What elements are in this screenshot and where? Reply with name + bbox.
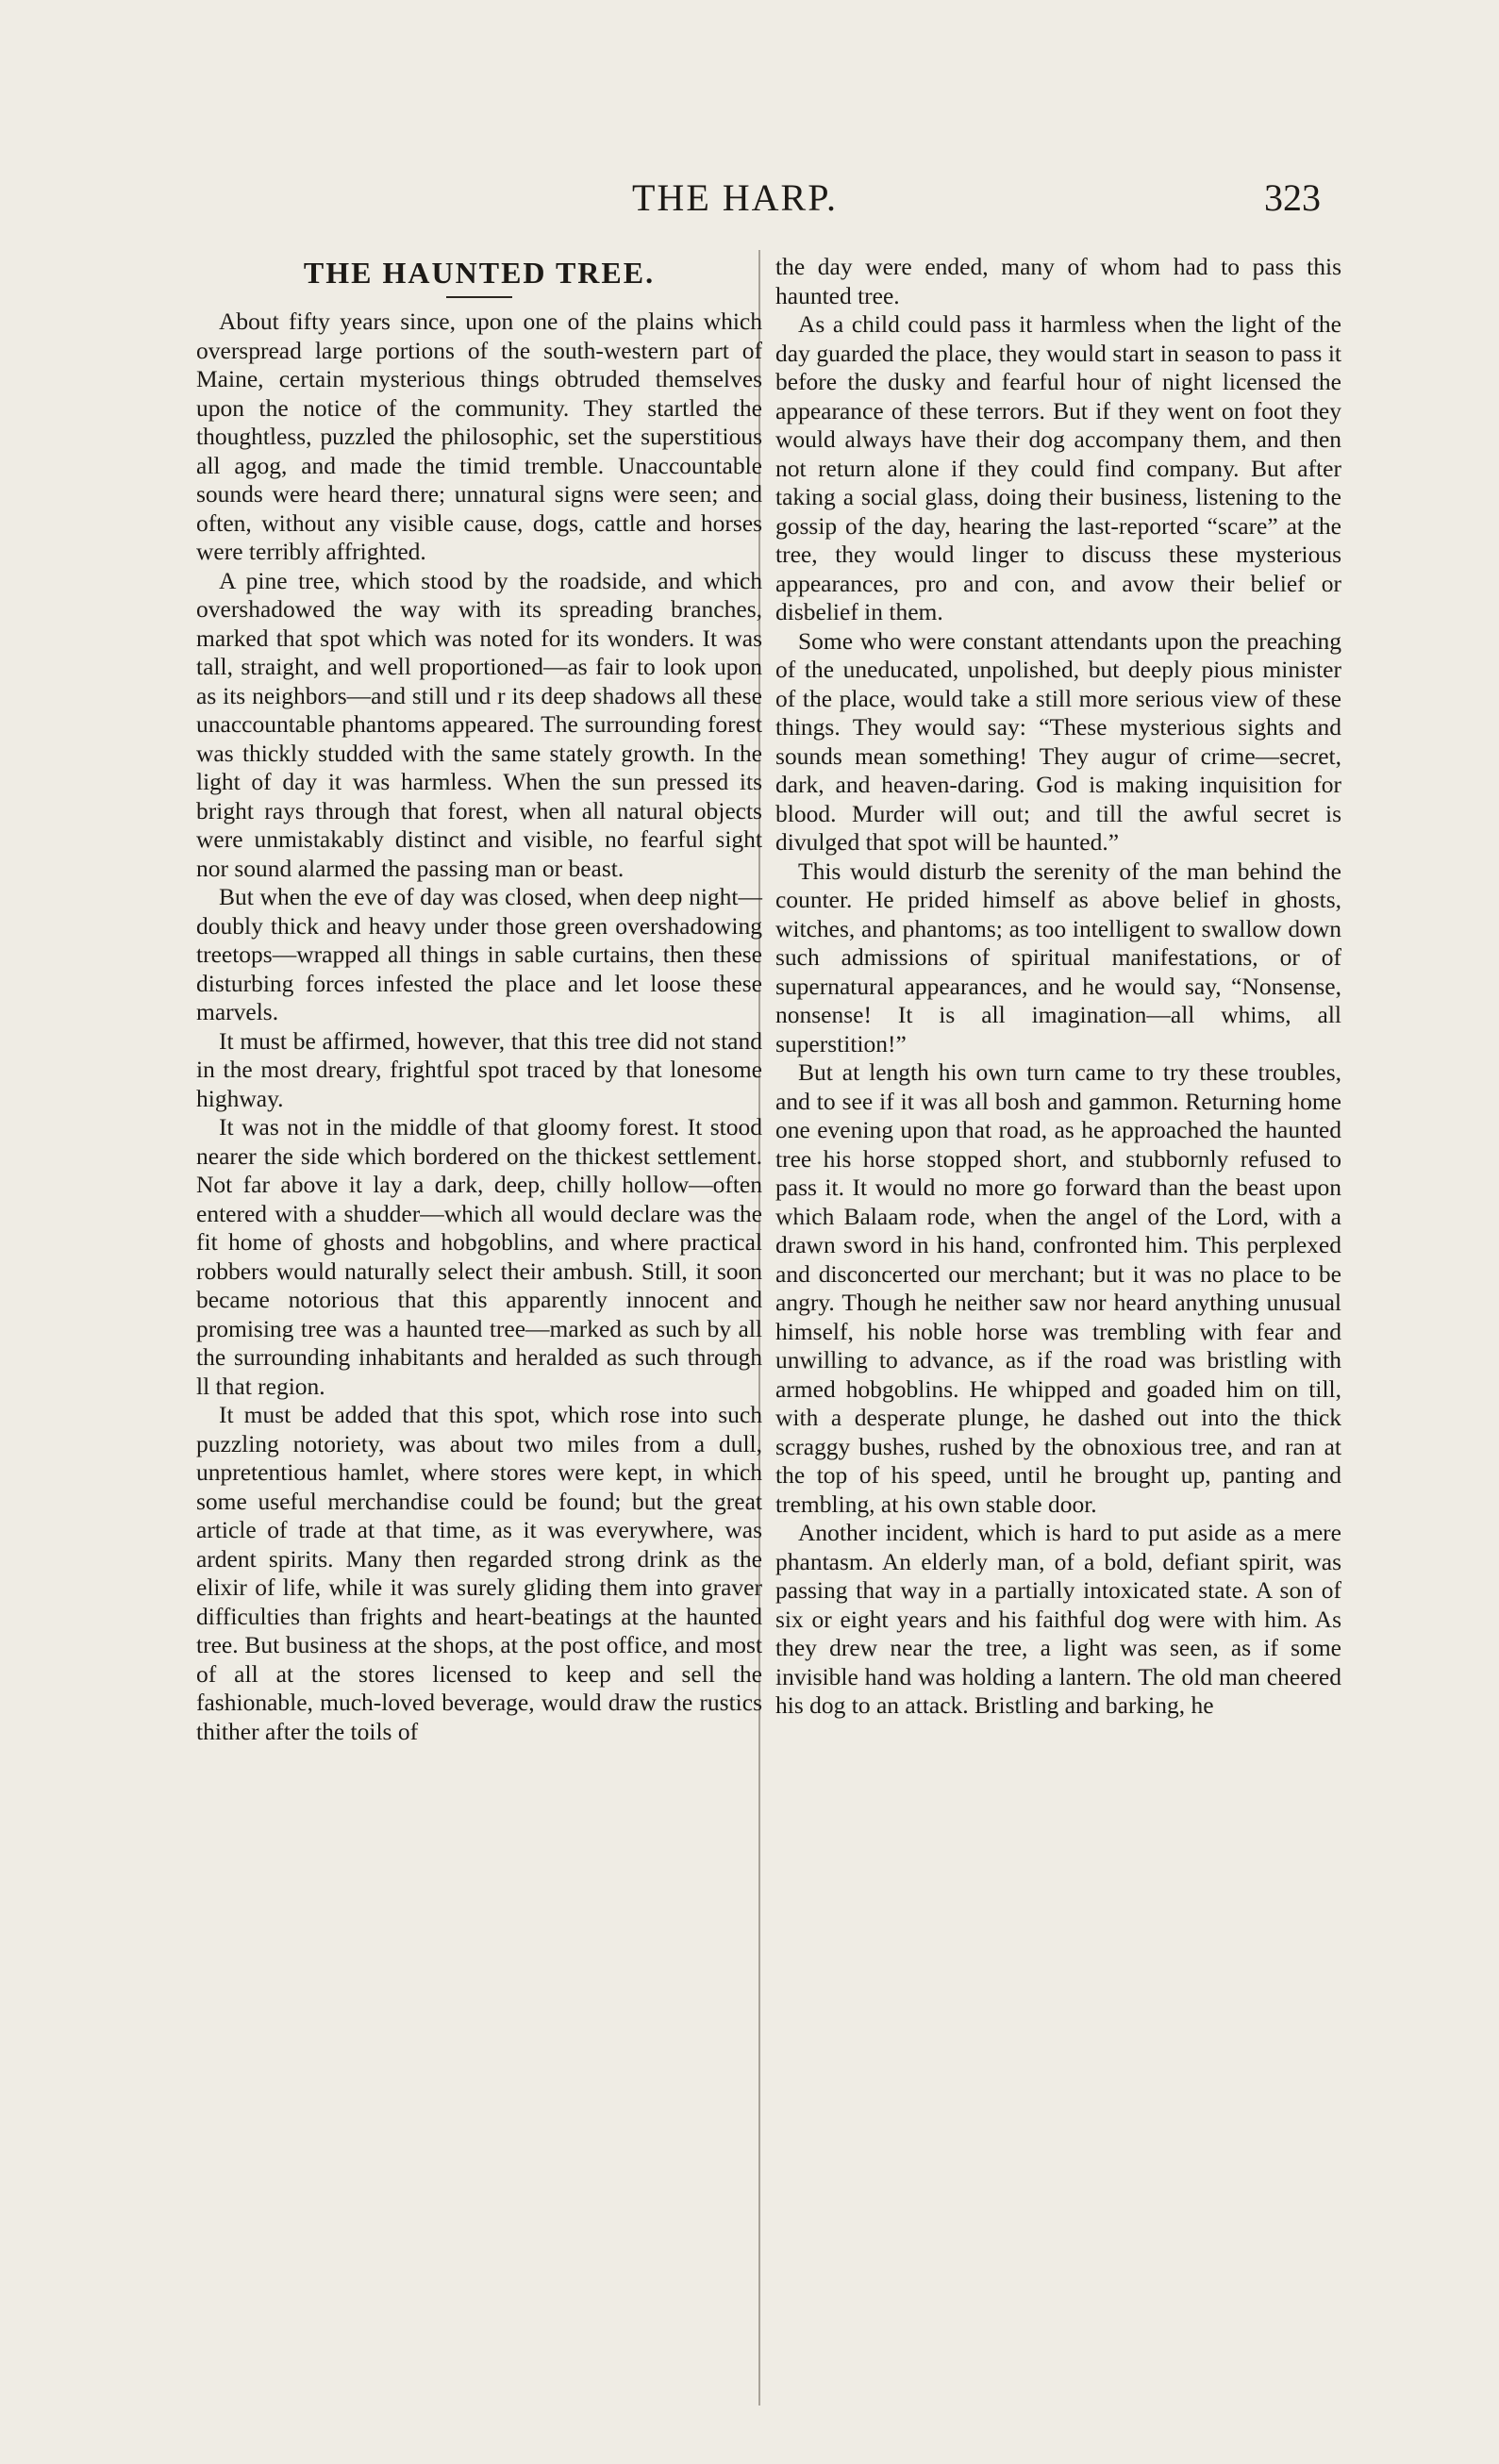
running-title: THE HARP. [632,176,839,219]
paragraph: But when the eve of day was closed, when deep night—doubly thick and heavy under those green overshadowing treetops—wrapped all things in sable curtains, then these disturbing forces infested the place and let loose these marvels. [196,883,762,1025]
title-rule [446,296,512,298]
paragraph: Some who were constant attendants upon the preaching of the uneducated, unpolished, but deeply pious minister of the place, would take a still more serious view of these things. They would say: “These mysterious sights and sounds mean something! They augur of crime—secret, dark, and heaven-daring. God is making inquisition for blood. Murder will out; and till the awful secret is divulged that spot will be haunted.” [775,626,1341,856]
right-column [775,253,1341,1721]
paragraph-continuation: the day were ended, many of whom had to pass this haunted tree. [775,253,1341,309]
left-column [196,253,762,1746]
paragraph: As a child could pass it harmless when the light of the day guarded the place, they would start in season to pass it before the dusky and fearful hour of night licensed the appearance of these terrors. But if they went on foot they would always have their dog accompany them, and then not return alone if they could find company. But after taking a social glass, doing their business, listening to the gossip of the day, hearing the last-reported “scare” at the tree, they would linger to discuss these mysterious appearances, pro and con, and avow their belief or disbelief in them. [775,310,1341,625]
article-title: THE HAUNTED TREE. [303,256,656,290]
paragraph: About fifty years since, upon one of the plains which overspread large portions of the south-western part of Maine, certain mysterious things obtruded themselves upon the notice of the community. They startled the thoughtless, puzzled the philosophic, set the superstitious all agog, and made the timid tremble. Unaccountable sounds were heard there; unnatural signs were seen; and often, without any visible cause, dogs, cattle and horses were terribly affrighted. [196,308,762,565]
running-head [189,175,1321,223]
paragraph: Another incident, which is hard to put aside as a mere phantasm. An elderly man, of a bold, defiant spirit, was passing that way in a partially intoxicated state. A son of six or eight years and his faithful dog were with him. As they drew near the tree, a light was seen, as if some invisible hand was holding a lantern. The old man cheered his dog to an attack. Bristling and barking, he [775,1519,1341,1719]
paragraph: A pine tree, which stood by the roadside, and which overshadowed the way with its spreading branches, marked that spot which was noted for its wonders. It was tall, straight, and well proportioned—as fair to look upon as its neighbors—and still und r its deep shadows all these unaccountable phantoms appeared. The surrounding forest was thickly studded with the same stately growth. In the light of day it was harmless. When the sun pressed its bright rays through that forest, when all natural objects were unmistakably distinct and visible, no fearful sight nor sound alarmed the passing man or beast. [196,566,762,882]
paragraph: This would disturb the serenity of the man behind the counter. He prided himself as above belief in ghosts, witches, and phantoms; as too intelligent to swallow down such admissions of spiritual manifestations, or of supernatural appearances, and he would say, “Nonsense, nonsense! It is all imagination—all whims, all superstition!” [775,857,1341,1057]
paragraph: It must be affirmed, however, that this tree did not stand in the most dreary, frightful spot traced by that lonesome highway. [196,1026,762,1112]
paragraph: It must be added that this spot, which rose into such puzzling notoriety, was about two miles from a dull, unpretentious hamlet, where stores were kept, in which some useful merchandise could be found; but the great article of trade at that time, as it was everywhere, was ardent spirits. Many then regarded strong drink as the elixir of life, while it was surely gliding them into graver difficulties than frights and heart-beatings at the haunted tree. But business at the shops, at the post office, and most of all at the stores licensed to keep and sell the fashionable, much-loved beverage, would draw the rustics thither after the toils of [196,1401,762,1745]
paragraph: It was not in the middle of that gloomy forest. It stood nearer the side which bordered on the thickest settlement. Not far above it lay a dark, deep, chilly hollow—often entered with a shudder—which all would declare was the fit home of ghosts and hobgoblins, and where practical robbers would naturally select their ambush. Still, it soon became notorious that this apparently innocent and promising tree was a haunted tree—marked as such by all the surrounding inhabitants and heralded as such through ll that region. [196,1113,762,1400]
page-number: 323 [1264,176,1321,219]
paragraph: But at length his own turn came to try these troubles, and to see if it was all bosh and gammon. Returning home one evening upon that road, as he approached the haunted tree his horse stopped short, and stubbornly refused to pass it. It would no more go forward than the beast upon which Balaam rode, when the angel of the Lord, with a drawn sword in his hand, confronted him. This perplexed and disconcerted our merchant; but it was no place to be angry. Though he neither saw nor heard anything unusual himself, his noble horse was trembling with fear and unwilling to advance, as if the road was bristling with armed hobgoblins. He whipped and goaded him on till, with a desperate plunge, he dashed out into the thick scraggy bushes, rushed by the obnoxious tree, and ran at the top of his speed, until he brought up, panting and trembling, at his own stable door. [775,1058,1341,1518]
